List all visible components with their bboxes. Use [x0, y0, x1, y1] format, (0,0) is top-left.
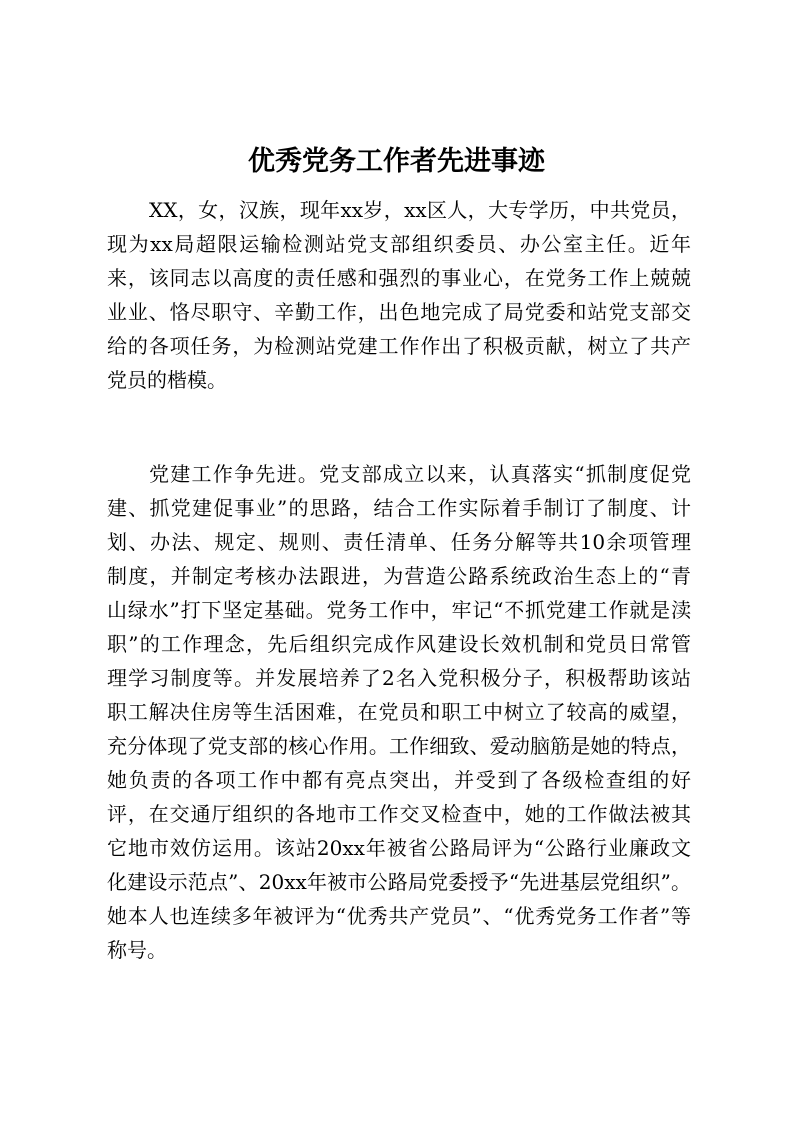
text-line: 称号。 — [107, 938, 167, 962]
paragraph-party-building — [107, 457, 691, 967]
text-line: 她负责的各项工作中都有亮点突出，并受到了各级检查组的好 — [107, 768, 691, 792]
document-title: 优秀党务工作者先进事迹 — [248, 146, 545, 177]
text-line: 党建工作争先进。党支部成立以来，认真落实“抓制度促党 — [149, 462, 691, 486]
text-line: 理学习制度等。并发展培养了2名入党积极分子，积极帮助该站 — [107, 666, 691, 690]
paragraph-personal-profile — [107, 193, 691, 397]
text-line: 建、抓党建促事业”的思路，结合工作实际着手制订了制度、计 — [107, 496, 691, 520]
text-line: 现为xx局超限运输检测站党支部组织委员、办公室主任。近年 — [107, 232, 691, 256]
text-line: 党员的楷模。 — [107, 368, 227, 392]
text-line: XX，女，汉族，现年xx岁，xx区人，大专学历，中共党员， — [149, 198, 691, 222]
text-line: 制度，并制定考核办法跟进，为营造公路系统政治生态上的“青 — [107, 564, 691, 588]
text-line: 化建设示范点”、20xx年被市公路局党委授予“先进基层党组织”。 — [107, 870, 691, 894]
text-line: 职工解决住房等生活困难，在党员和职工中树立了较高的威望， — [107, 700, 691, 724]
text-line: 给的各项任务，为检测站党建工作作出了积极贡献，树立了共产 — [107, 334, 691, 358]
text-line: 它地市效仿运用。该站20xx年被省公路局评为“公路行业廉政文 — [107, 836, 691, 860]
text-line: 业业、恪尽职守、辛勤工作，出色地完成了局党委和站党支部交 — [107, 300, 691, 324]
text-line: 山绿水”打下坚定基础。党务工作中，牢记“不抓党建工作就是渎 — [107, 598, 691, 622]
text-line: 划、办法、规定、规则、责任清单、任务分解等共10余项管理 — [107, 530, 691, 554]
text-line: 职”的工作理念，先后组织完成作风建设长效机制和党员日常管 — [107, 632, 691, 656]
text-line: 充分体现了党支部的核心作用。工作细致、爱动脑筋是她的特点， — [107, 734, 691, 758]
text-line: 她本人也连续多年被评为“优秀共产党员”、“优秀党务工作者”等 — [107, 904, 691, 928]
text-line: 评，在交通厅组织的各地市工作交叉检查中，她的工作做法被其 — [107, 802, 691, 826]
text-line: 来，该同志以高度的责任感和强烈的事业心，在党务工作上兢兢 — [107, 266, 691, 290]
